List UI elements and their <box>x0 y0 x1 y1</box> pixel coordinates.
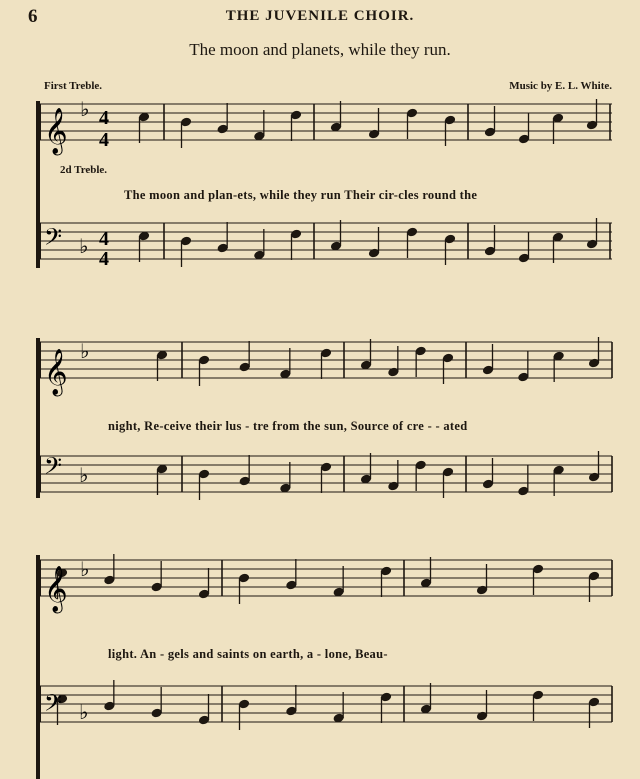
flat-icon: ♭ <box>79 700 89 724</box>
lyrics-line-1: The moon and plan-ets, while they run Their cir-cles round the <box>124 188 478 202</box>
song-title: The moon and planets, while they run. <box>189 40 451 59</box>
time-signature-top: 4 <box>99 107 109 129</box>
part-label-second-treble: 2d Treble. <box>60 164 108 176</box>
flat-icon: ♭ <box>80 557 90 581</box>
flat-icon: ♭ <box>80 97 90 121</box>
page-number: 6 <box>28 6 38 27</box>
flat-icon: ♭ <box>79 463 89 487</box>
bass-clef-icon: 𝄢 <box>44 223 63 256</box>
running-title: THE JUVENILE CHOIR. <box>225 8 415 24</box>
bass-clef-icon: 𝄢 <box>44 689 63 722</box>
time-signature-bottom: 4 <box>99 248 109 270</box>
treble-clef-icon: 𝄞 <box>44 108 68 154</box>
part-label-first-treble: First Treble. <box>44 80 103 92</box>
flat-icon: ♭ <box>79 234 89 258</box>
bass-clef-icon: 𝄢 <box>44 452 63 485</box>
lyrics-line-3: light. An - gels and saints on earth, a - lone, Beau- <box>108 647 388 661</box>
music-credit: Music by E. L. White. <box>509 80 612 92</box>
lyrics-line-2: night, Re-ceive their lus - tre from the sun, Source of cre - - ated <box>108 419 468 433</box>
flat-icon: ♭ <box>80 339 90 363</box>
time-signature-top: 4 <box>99 228 109 250</box>
time-signature-bottom: 4 <box>99 129 109 151</box>
treble-clef-icon: 𝄞 <box>44 566 68 612</box>
treble-clef-icon: 𝄞 <box>44 349 68 395</box>
